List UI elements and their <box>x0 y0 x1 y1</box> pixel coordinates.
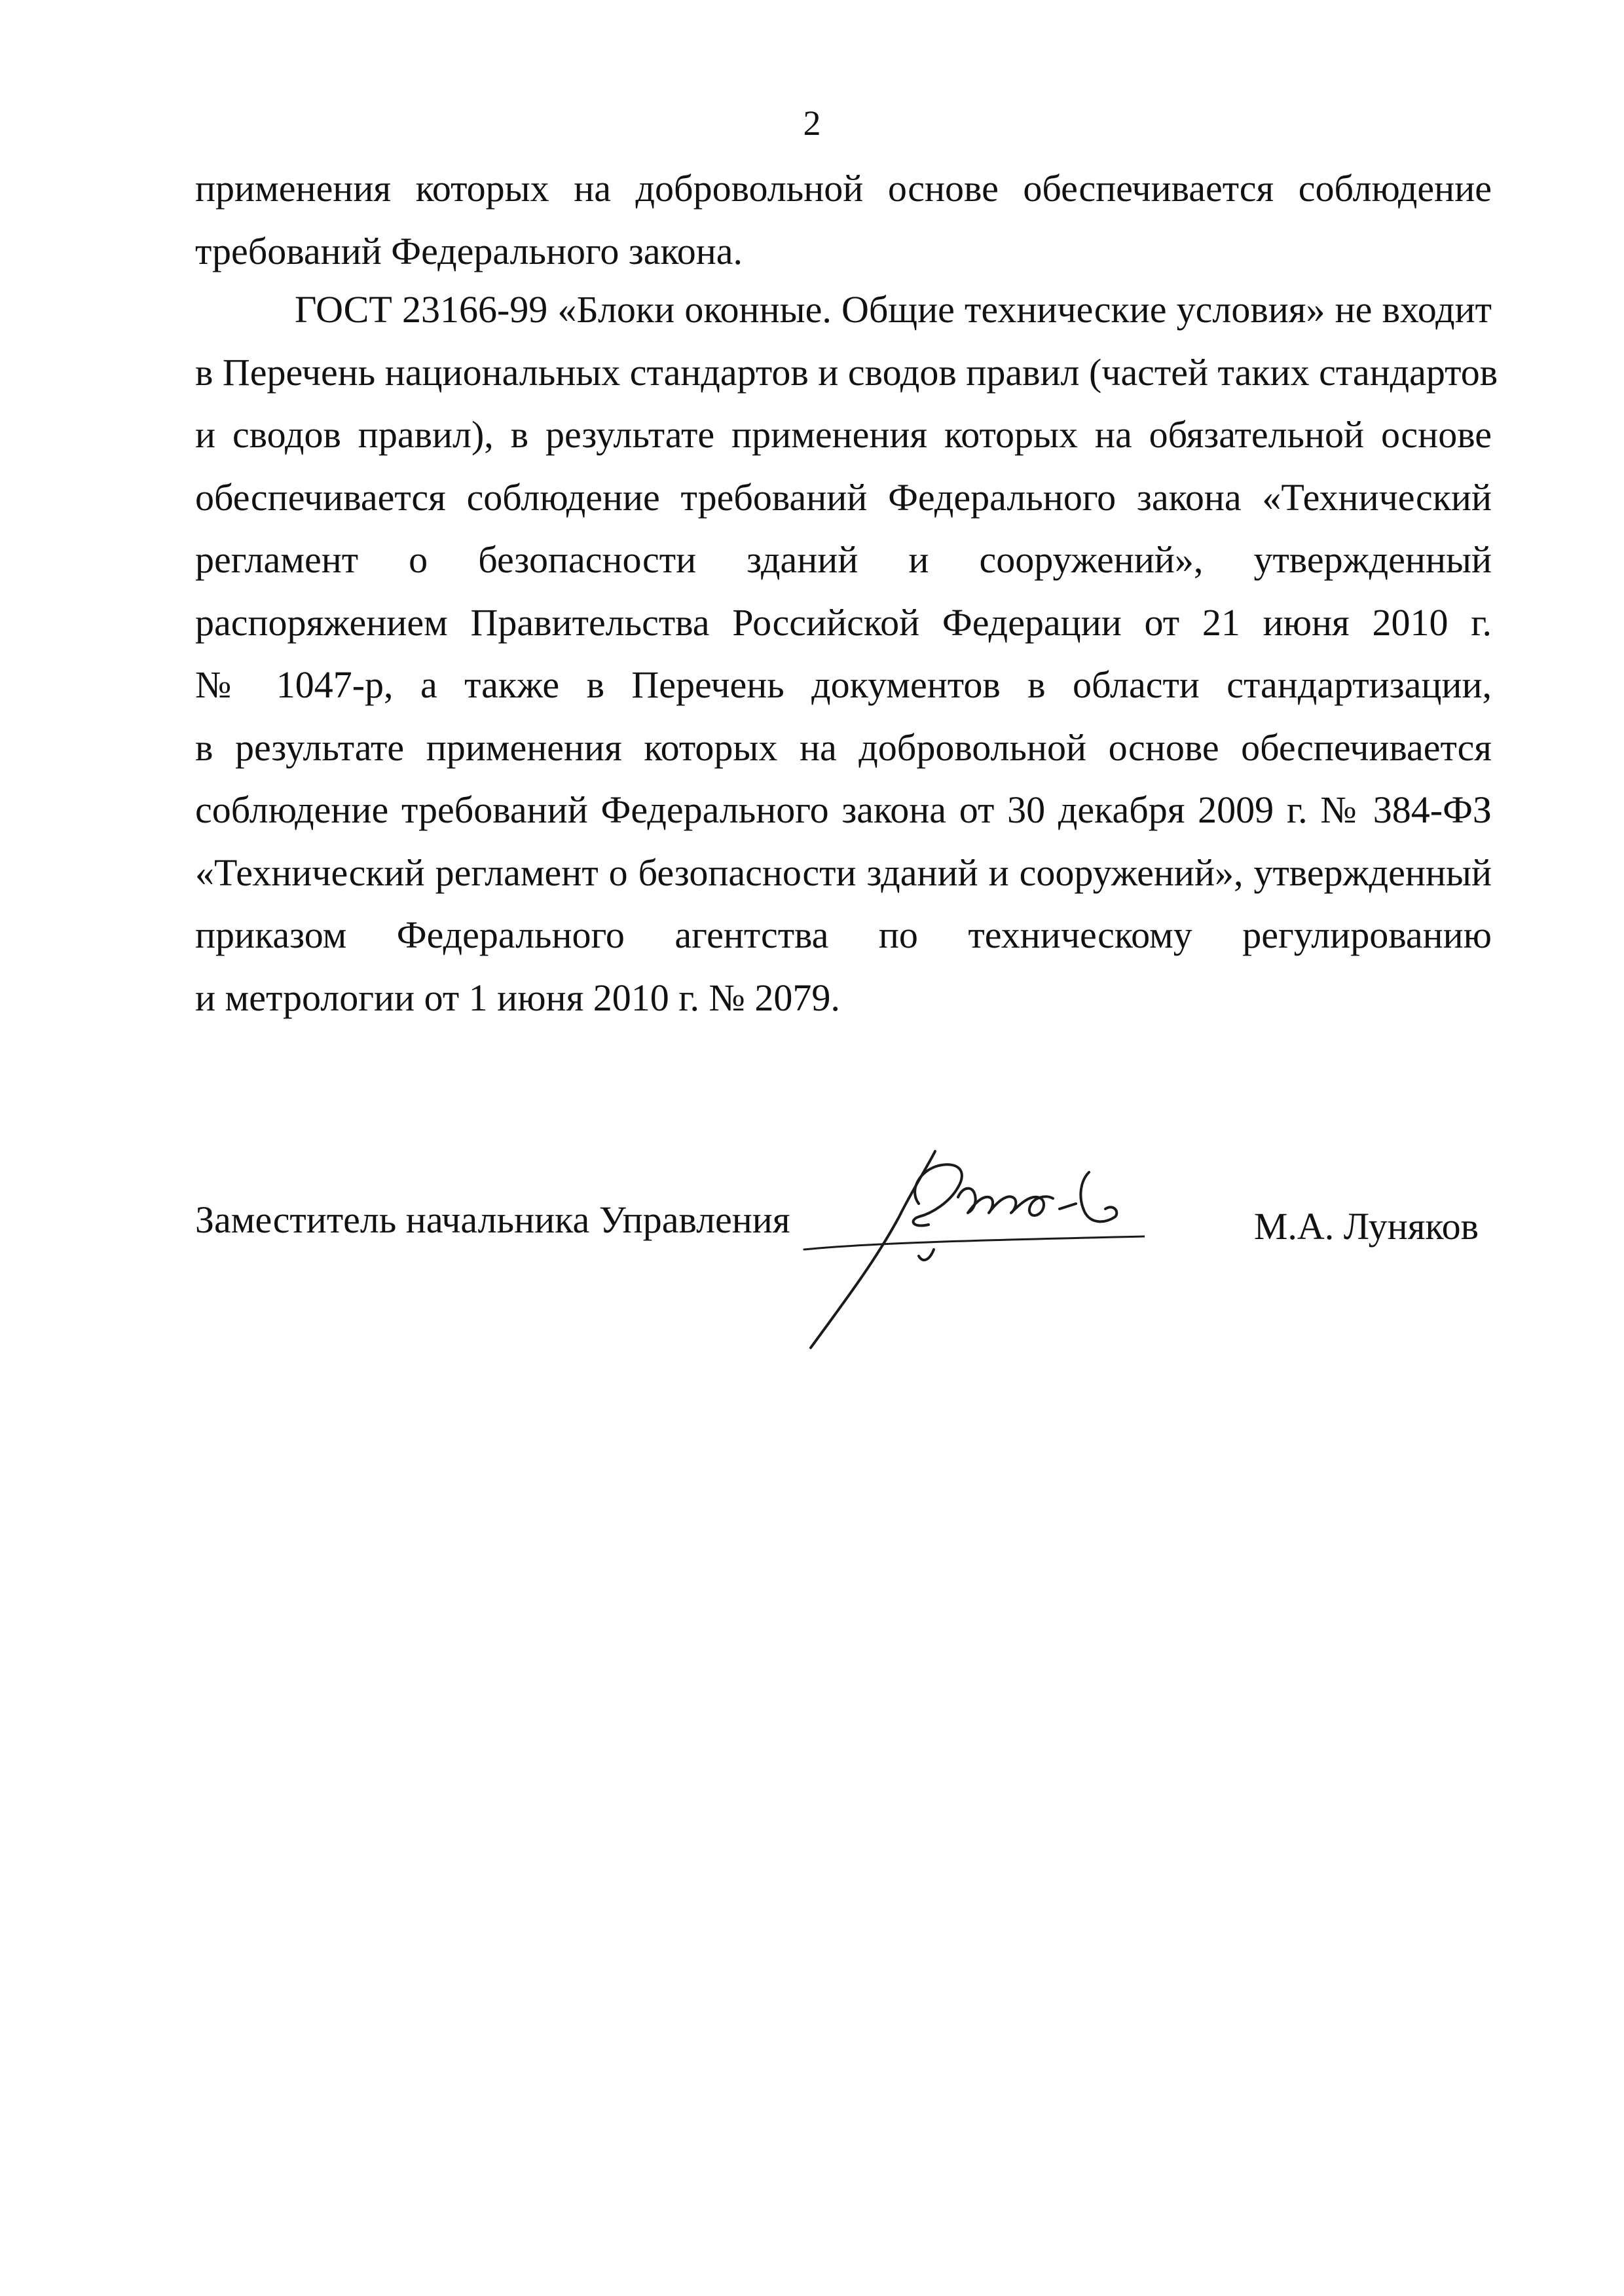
main-paragraph <box>195 278 1498 1029</box>
text-line: в Перечень национальных стандартов и сводов правил (частей таких стандартов <box>195 350 1498 394</box>
text-line: регламент о безопасности зданий и сооружений», утвержденный <box>195 538 1492 581</box>
continuation-text <box>195 157 1492 282</box>
text-line: и сводов правил), в результате применения которых на обязательной основе <box>195 413 1492 456</box>
text-line: применения которых на добровольной основе обеспечивается соблюдение <box>195 167 1492 210</box>
text-line: № 1047-р, а также в Перечень документов в области стандартизации, <box>195 663 1492 706</box>
text-line: и метрологии от 1 июня 2010 г. № 2079. <box>195 976 840 1019</box>
text-line: требований Федерального закона. <box>195 229 743 272</box>
text-line: в результате применения которых на добровольной основе обеспечивается <box>195 726 1492 769</box>
text-line: ГОСТ 23166-99 «Блоки оконные. Общие технические условия» не входит <box>295 288 1492 331</box>
signer-name: М.А. Луняков <box>1253 1205 1479 1248</box>
text-line: обеспечивается соблюдение требований Федерального закона «Технический <box>195 475 1492 519</box>
signer-position: Заместитель начальника Управления <box>195 1198 790 1241</box>
page-number: 2 <box>803 103 821 143</box>
text-line: «Технический регламент о безопасности зданий и сооружений», утвержденный <box>195 851 1492 894</box>
text-line: приказом Федерального агентства по техническому регулированию <box>195 914 1492 956</box>
handwritten-signature-icon <box>778 1125 1145 1361</box>
text-line: распоряжением Правительства Российской Федерации от 21 июня 2010 г. <box>195 601 1492 644</box>
text-line: соблюдение требований Федерального закона от 30 декабря 2009 г. № 384-ФЗ <box>195 788 1492 831</box>
signature-block <box>195 1197 1492 1341</box>
